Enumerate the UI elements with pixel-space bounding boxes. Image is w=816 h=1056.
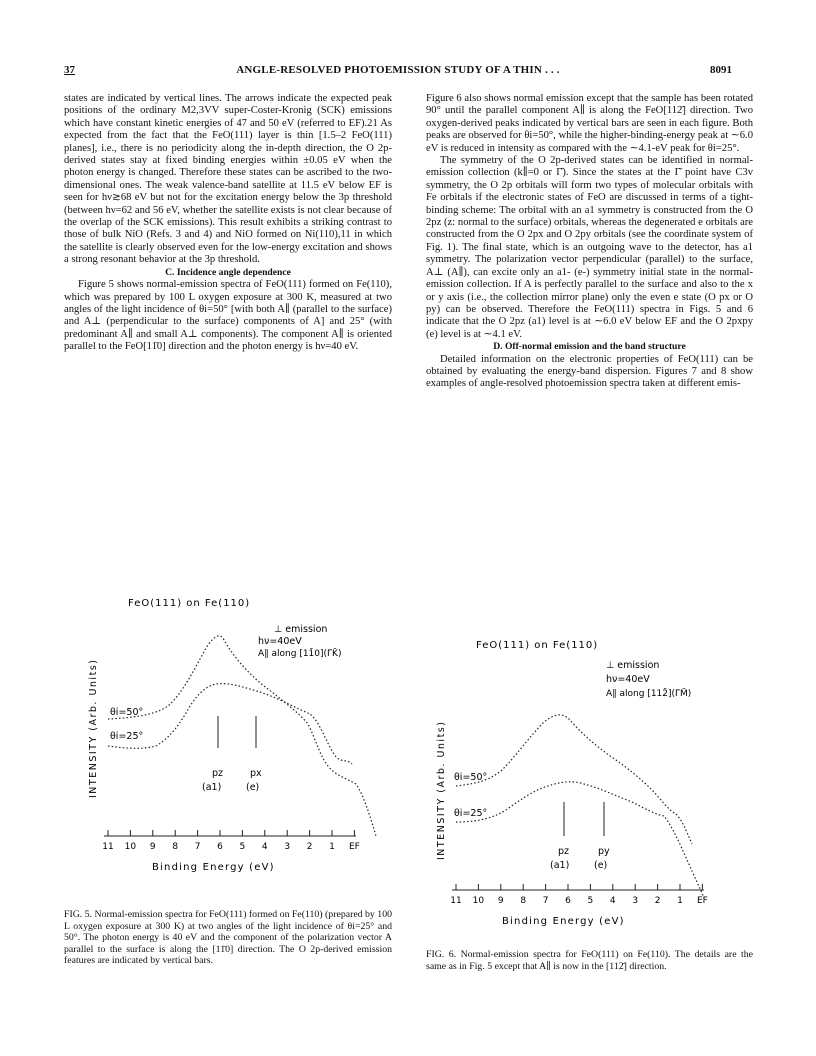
section-heading: D. Off-normal emission and the band structure <box>493 341 686 353</box>
x-tick-label: 3 <box>284 842 291 852</box>
figure-6-plot <box>432 630 732 940</box>
annotation-emission: ⊥ emission <box>274 624 328 635</box>
section-heading: C. Incidence angle dependence <box>165 266 291 278</box>
page-number: 8091 <box>710 64 732 76</box>
bar-sub-py: (e) <box>594 860 608 871</box>
bar-label-pz: pz <box>212 768 224 779</box>
bar-label-py: py <box>598 846 610 857</box>
annotation-photon-energy: hν=40eV <box>606 674 650 685</box>
spectrum-curve-25 <box>456 782 704 898</box>
running-title: ANGLE-RESOLVED PHOTOEMISSION STUDY OF A THIN . . . <box>236 64 560 76</box>
x-tick-label: 7 <box>542 896 549 906</box>
x-tick-label: 8 <box>520 896 527 906</box>
x-tick-label: 8 <box>172 842 179 852</box>
x-tick-label: 11 <box>450 896 462 906</box>
y-axis-label: INTENSITY (Arb. Units) <box>436 720 447 860</box>
figure-title: FeO(111) on Fe(110) <box>476 640 599 651</box>
spectrum-curve-25 <box>108 684 352 764</box>
x-tick-label: 10 <box>472 896 485 906</box>
figure-5 <box>84 588 384 898</box>
x-tick-label: 9 <box>149 842 156 852</box>
volume-number: 37 <box>64 64 75 76</box>
x-tick-label: 4 <box>261 842 268 852</box>
paragraph: Detailed information on the electronic properties of FeO(111) can be obtained by evaluating the energy-band dispersion. Figures 7 and 8 show examples of angle-resolved photoemission spectra taken at different emis- <box>426 353 753 390</box>
x-tick-label: 10 <box>124 842 137 852</box>
x-tick-label: 5 <box>587 896 594 906</box>
x-tick-label: 4 <box>609 896 616 906</box>
series-label-25: θi=25° <box>454 808 488 819</box>
annotation-emission: ⊥ emission <box>606 660 660 671</box>
running-header <box>64 64 732 82</box>
series-label-50: θi=50° <box>110 707 144 718</box>
x-axis-label: Binding Energy (eV) <box>502 916 625 927</box>
paragraph: states are indicated by vertical lines. The arrows indicate the expected peak positions of the ordinary M2,3VV super-Coster-Kronig (SCK) emissions which have constant kinetic energies of 47 and 50 eV (referred to EF).21 As expected from the fact that the FeO(111) layer is thin [1.5–2 FeO(111) planes], i.e., there is no periodicity along the in-depth direction, the O 2p-derived states stay at fixed binding energies within ±0.05 eV when the photon energy is changed. Therefore these states can be ascribed to the two-dimensional ones. The weak valence-band satellite at 11.5 eV below EF is seen for hν≳68 eV but not for the excitation energy below the 3p threshold (between hν=62 and 56 eV, whether the satellite exists is not clear because of the overlap of the SCK emissions). This result exhibits a striking contrast to those of bulk NiO (Refs. 3 and 4) and NiO formed on Ni(110),11 in which the satellite is clearly observed even for the low-energy excitation and shows a strong resonant behavior at the 3p threshold. <box>64 93 392 266</box>
figure-5-plot <box>84 588 384 898</box>
bar-sub-pz: (a1) <box>202 782 222 793</box>
x-tick-label: EF <box>696 896 708 906</box>
x-tick-label: 1 <box>677 896 683 906</box>
x-tick-label: 3 <box>632 896 639 906</box>
x-axis-ticks <box>102 830 360 852</box>
spectrum-curve-50 <box>108 636 376 836</box>
paragraph: Figure 6 also shows normal emission except that the sample has been rotated 90° until the parallel component A∥ is along the FeO[112̄] direction. Two oxygen-derived peaks indicated by vertical bars are seen in each figure. Both peaks are observed for θi=50°, while the higher-binding-energy peak at ∼6.0 eV is reduced in intensity as compared with the ∼4.1-eV peak for θi=25°. <box>426 93 753 154</box>
x-tick-label: 5 <box>239 842 246 852</box>
annotation-polarization: A∥ along [112̄](Γ̄M̄) <box>606 689 692 699</box>
spectrum-curve-50 <box>456 715 692 844</box>
figure-5-caption: FIG. 5. Normal-emission spectra for FeO(111) formed on Fe(110) (prepared by 100 L oxygen exposure at 300 K) at two angles of the light incidence of θi=25° and 50°. The photon energy is 40 eV and the component of the polarization vector A parallel to the surface is along the [11̄0] direction. The O 2p-derived emission features are indicated by vertical bars. <box>64 909 392 967</box>
x-axis-ticks <box>450 884 708 906</box>
x-tick-label: 11 <box>102 842 114 852</box>
bar-sub-pz: (a1) <box>550 860 570 871</box>
figure-title: FeO(111) on Fe(110) <box>128 598 251 609</box>
figure-6 <box>432 630 732 940</box>
x-tick-label: 9 <box>497 896 504 906</box>
y-axis-label: INTENSITY (Arb. Units) <box>88 658 99 798</box>
bar-label-pz: pz <box>558 846 570 857</box>
right-column <box>426 93 753 391</box>
x-tick-label: 6 <box>217 842 223 852</box>
paragraph: Figure 5 shows normal-emission spectra of FeO(111) formed on Fe(110), which was prepared by 100 L oxygen exposure at 300 K, measured at two angles of the light incidence of θi=50° [with both A∥ (parallel to the surface) and A⊥ (perpendicular to the surface) components of A] and 25° (with predominant A∥ and small A⊥ components). The component A∥ is oriented parallel to the FeO[11̄0] direction and the photon energy is hν=40 eV. <box>64 279 392 353</box>
series-label-25: θi=25° <box>110 731 144 742</box>
paragraph: The symmetry of the O 2p-derived states can be identified in normal-emission collection (k∥=0 or Γ̄). Since the states at the Γ̄ point have C3v symmetry, the O 2p orbitals will form two types of molecular orbitals with Fe orbitals if the electronic states of FeO are discussed in terms of a tight-binding scheme: The orbital with an a1 symmetry is constructed from the O 2pz (z: normal to the surface) orbitals, whereas the degenerated e orbitals are constructed from the O 2px and O 2py orbitals (see the coordinate system of Fig. 1). The final state, which is an outgoing wave to the detector, has a1 symmetry. The polarization vector perpendicular (parallel) to the surface, A⊥ (A∥), can excite only an a1- (e-) symmetry initial state in the normal-emission collection. If A is perfectly parallel to the surface and also to the x or y axis (i.e., the collection mirror plane) only the even e state (O px or O py) can be observed. Therefore the FeO(111) spectra in Figs. 5 and 6 indicate that the O 2pz (a1) level is at ∼6.0 eV below EF and the O 2pxpy (e) level is at ∼4.1 eV. <box>426 155 753 340</box>
bar-sub-px: (e) <box>246 782 260 793</box>
bar-label-px: px <box>250 768 262 779</box>
x-tick-label: 6 <box>565 896 571 906</box>
series-label-50: θi=50° <box>454 772 488 783</box>
x-tick-label: 1 <box>329 842 335 852</box>
x-tick-label: 2 <box>654 896 661 906</box>
figure-6-caption: FIG. 6. Normal-emission spectra for FeO(111) on Fe(110). The details are the same as in Fig. 5 except that A∥ is now in the [112̄] direction. <box>426 949 753 972</box>
annotation-polarization: A∥ along [11̄0](Γ̄K̄) <box>258 649 342 659</box>
x-tick-label: EF <box>348 842 360 852</box>
x-tick-label: 2 <box>306 842 313 852</box>
x-tick-label: 7 <box>194 842 201 852</box>
annotation-photon-energy: hν=40eV <box>258 636 302 647</box>
left-column <box>64 93 392 354</box>
x-axis-label: Binding Energy (eV) <box>152 862 275 873</box>
